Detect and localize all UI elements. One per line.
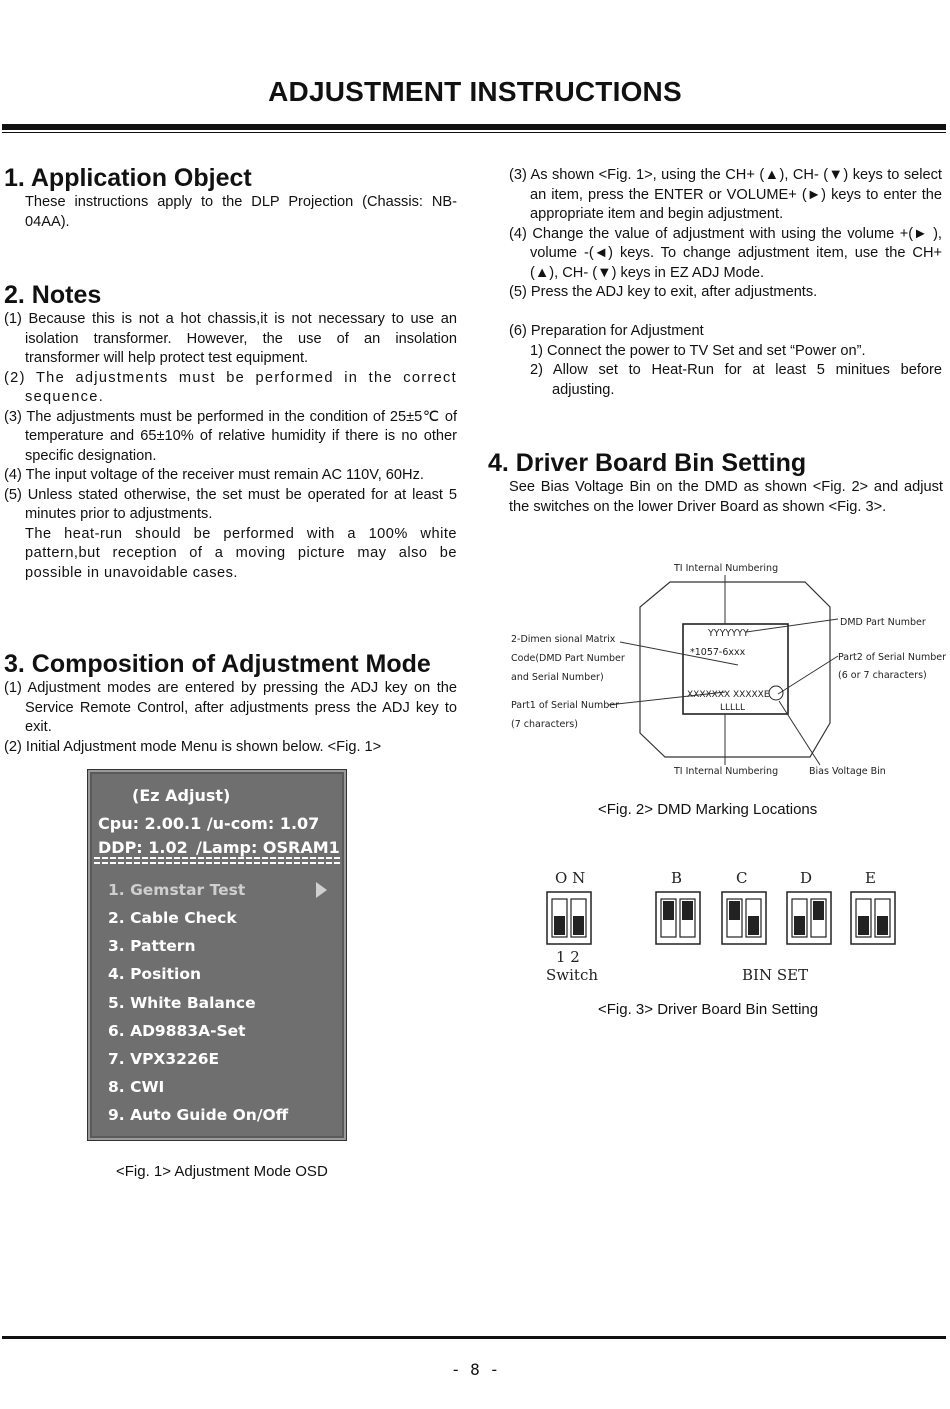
section-2 xyxy=(4,280,457,583)
osd-menu-item[interactable]: 9. Auto Guide On/Off xyxy=(108,1106,289,1124)
part2-chars: (6 or 7 characters) xyxy=(838,670,927,681)
mode-note-1: (1) Adjustment modes are entered by pressing the ADJ key on the Service Remote Control, after adjustments press the ADJ key to exit. xyxy=(4,680,457,735)
section-4 xyxy=(488,448,943,517)
bin-c-label: C xyxy=(736,869,748,887)
prep-step-1: 1) Connect the power to TV Set and set “Power on”. xyxy=(530,342,866,359)
bin-e-label: E xyxy=(865,869,876,887)
matrix-label-3: and Serial Number) xyxy=(511,672,604,683)
page-title: ADJUSTMENT INSTRUCTIONS xyxy=(268,76,682,107)
chip-yyyy: YYYYYYY xyxy=(708,628,749,639)
bottom-rule xyxy=(2,1336,946,1339)
section-1-text: These instructions apply to the DLP Projection (Chassis: NB-04AA). xyxy=(25,194,457,230)
switch-label: Switch xyxy=(546,966,599,984)
osd-menu-item[interactable]: 3. Pattern xyxy=(108,937,196,955)
osd-menu-item[interactable]: 2. Cable Check xyxy=(108,909,237,927)
bin-set-label: BIN SET xyxy=(742,966,809,984)
dip-switch-c xyxy=(722,892,766,944)
ti-numbering-top: TI Internal Numbering xyxy=(674,563,779,574)
osd-separator-bottom xyxy=(94,862,340,864)
driver-board-switches xyxy=(540,865,940,990)
bin-d-label: D xyxy=(800,869,813,887)
osd-menu-item[interactable]: 5. White Balance xyxy=(108,994,256,1012)
section-4-heading: 4. Driver Board Bin Setting xyxy=(488,449,807,477)
page-number: - 8 - xyxy=(450,1360,500,1379)
chip-number: *1057-6xxx xyxy=(690,647,746,658)
ti-numbering-bottom: TI Internal Numbering xyxy=(674,766,779,777)
right-column xyxy=(509,166,942,400)
osd-menu-item[interactable]: 7. VPX3226E xyxy=(108,1050,220,1068)
left-column xyxy=(4,163,457,232)
osd-screenshot xyxy=(87,769,347,1141)
mode-note-4: (4) Change the value of adjustment with using the volume +(► ), volume -(◄) keys. To change adjustment item, use the CH+ (▲), CH- (▼) keys in EZ ADJ Mode. xyxy=(509,225,942,281)
section-3 xyxy=(4,649,457,757)
play-arrow-icon xyxy=(316,882,327,898)
top-rule-thin xyxy=(2,132,946,133)
matrix-label-2: Code(DMD Part Number xyxy=(511,653,625,664)
mode-note-6: (6) Preparation for Adjustment xyxy=(509,323,704,339)
dip-switch-e xyxy=(851,892,895,944)
bias-voltage-label: Bias Voltage Bin xyxy=(809,766,886,777)
prep-step-2: 2) Allow set to Heat-Run for at least 5 minitues before adjusting. xyxy=(530,362,942,398)
section-4-text: See Bias Voltage Bin on the DMD as shown <Fig. 2> and adjust the switches on the lower Driver Board as shown <Fig. 3>. xyxy=(509,479,943,515)
mode-note-3: (3) As shown <Fig. 1>, using the CH+ (▲), CH- (▼) keys to select an item, press the ENTER or VOLUME+ (►) keys to enter the appropriate item and begin adjustment. xyxy=(509,167,942,222)
osd-separator-top xyxy=(94,857,340,859)
section-2-heading: 2. Notes xyxy=(4,281,102,309)
dmd-marking-diagram xyxy=(500,555,948,785)
dmd-part-number-label: DMD Part Number xyxy=(840,617,926,628)
dip-switch-on xyxy=(547,892,591,944)
note-5: (5) Unless stated otherwise, the set must be operated for at least 5 minutes prior to adjustments. xyxy=(4,486,457,522)
fig1-caption: <Fig. 1> Adjustment Mode OSD xyxy=(116,1163,328,1180)
bin-b-label: B xyxy=(671,869,683,887)
osd-menu-item[interactable]: 4. Position xyxy=(108,965,202,983)
dmd-outline xyxy=(640,582,830,757)
osd-menu-item[interactable]: 8. CWI xyxy=(108,1078,165,1096)
mode-note-2: (2) Initial Adjustment mode Menu is shown below. <Fig. 1> xyxy=(4,738,382,755)
osd-cpu-line: Cpu: 2.00.1 /u-com: 1.07 xyxy=(98,814,320,833)
part1-label: Part1 of Serial Number xyxy=(511,700,620,711)
dip-switch-d xyxy=(787,892,831,944)
switch-on-label: O N xyxy=(555,869,586,887)
fig2-caption: <Fig. 2> DMD Marking Locations xyxy=(598,801,818,818)
mode-note-5: (5) Press the ADJ key to exit, after adjustments. xyxy=(509,284,818,300)
matrix-label-1: 2-Dimen sional Matrix xyxy=(511,634,616,645)
osd-lamp: /Lamp: OSRAM1 xyxy=(196,838,340,857)
osd-menu-item[interactable]: 1. Gemstar Test xyxy=(108,881,246,899)
part1-chars: (7 characters) xyxy=(511,719,578,730)
section-1-heading: 1. Application Object xyxy=(4,164,252,192)
osd-title: (Ez Adjust) xyxy=(132,786,231,805)
note-1: (1) Because this is not a hot chassis,it is not necessary to use an isolation transformer. However, the use of an insolation transformer will help protect test equipment. xyxy=(4,311,457,366)
dip-switch-b xyxy=(656,892,700,944)
chip-xxxx: XXXXXXX XXXXXE xyxy=(687,690,770,700)
part2-label: Part2 of Serial Number xyxy=(838,652,947,663)
switch-numbers: 1 2 xyxy=(556,948,580,966)
note-4: (4) The input voltage of the receiver must remain AC 110V, 60Hz. xyxy=(4,467,424,483)
note-3: (3) The adjustments must be performed in the condition of 25±5℃ of temperature and 65±10% of relative humidity if there is no other specific designation. xyxy=(4,408,457,464)
osd-ddp: DDP: 1.02 xyxy=(98,838,188,857)
top-rule xyxy=(2,124,946,130)
osd-menu-item[interactable]: 6. AD9883A-Set xyxy=(108,1022,246,1040)
section-3-heading: 3. Composition of Adjustment Mode xyxy=(4,650,431,678)
note-5-continued: The heat-run should be performed with a 100% white pattern,but reception of a moving picture may also be possible in unavoidable cases. xyxy=(25,525,457,581)
note-2: (2) The adjustments must be performed in the correct sequence. xyxy=(4,369,457,405)
fig3-caption: <Fig. 3> Driver Board Bin Setting xyxy=(598,1001,819,1018)
chip-lllll: LLLLL xyxy=(720,703,746,713)
